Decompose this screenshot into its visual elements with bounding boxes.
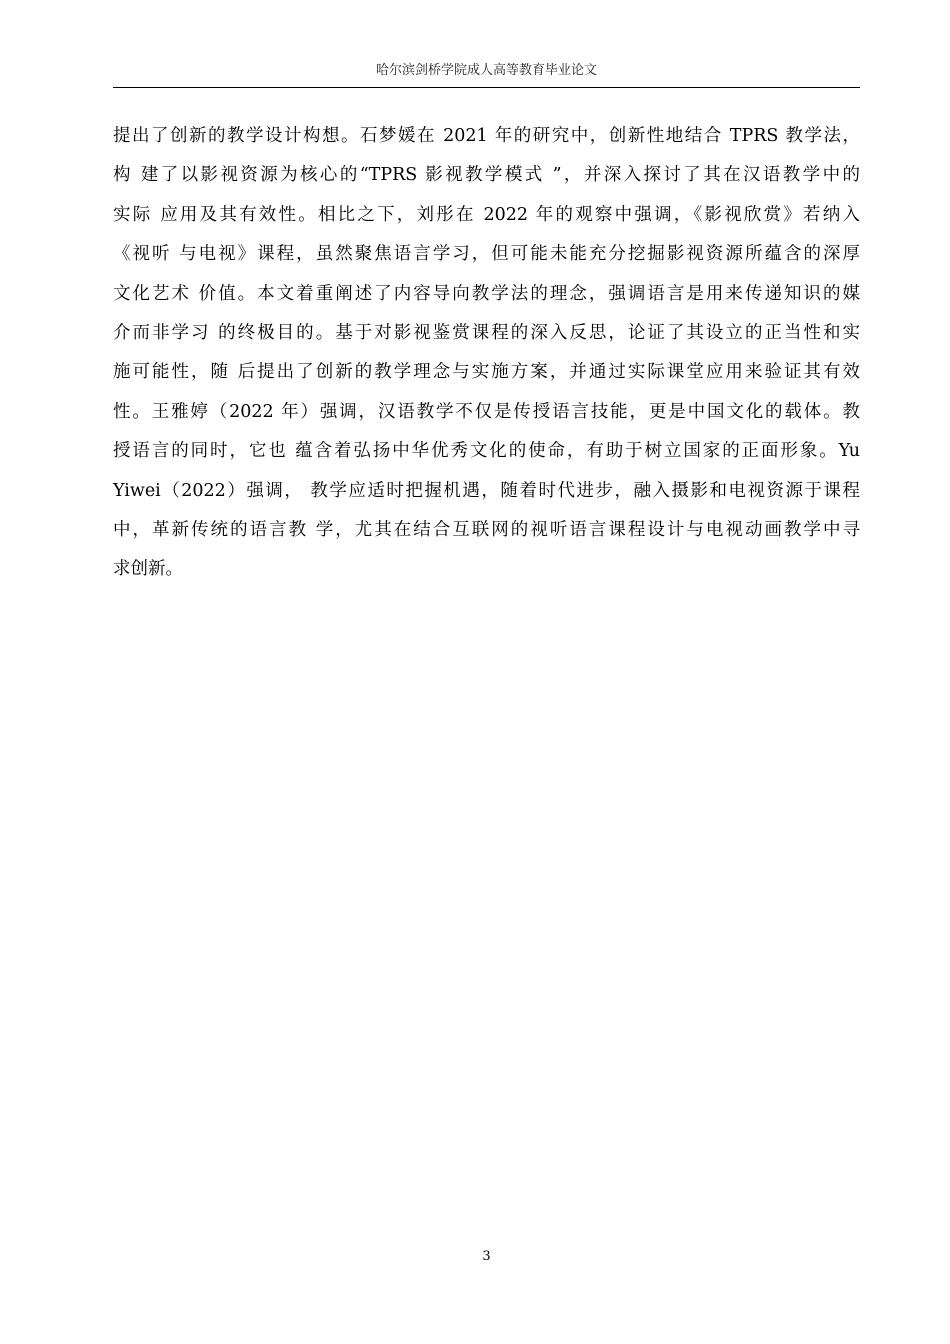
page-number: 3 — [482, 1249, 491, 1264]
paragraph-line: 施可能性，随 后提出了创新的教学理念与实施方案，并通过实际课堂应用来验证其有效 — [113, 362, 860, 383]
paragraph-line: 中，革新传统的语言教 学，尤其在结合互联网的视听语言课程设计与电视动画教学中寻 — [113, 519, 860, 540]
paragraph-line: 求创新。 — [113, 559, 183, 580]
paragraph-line: 《视听 与电视》课程，虽然聚焦语言学习，但可能未能充分挖掘影视资源所蕴含的深厚 — [113, 244, 860, 265]
paragraph-line: 授语言的同时，它也 蕴含着弘扬中华优秀文化的使命，有助于树立国家的正面形象。Yu — [113, 441, 860, 462]
paragraph-line: 性。王雅婷（2022 年）强调，汉语教学不仅是传授语言技能，更是中国文化的载体。教 — [113, 401, 860, 422]
page-header: 哈尔滨剑桥学院成人高等教育毕业论文 — [375, 63, 597, 78]
paragraph-line: 实际 应用及其有效性。相比之下，刘彤在 2022 年的观察中强调，《影视欣赏》若纳入 — [113, 204, 860, 225]
paragraph-line: 提出了创新的教学设计构想。石梦媛在 2021 年的研究中，创新性地结合 TPRS 教学法， — [113, 126, 860, 146]
paragraph-line: 介而非学习 的终极目的。基于对影视鉴赏课程的深入反思，论证了其设立的正当性和实 — [113, 322, 860, 343]
paragraph-line: 文化艺术 价值。本文着重阐述了内容导向教学法的理念，强调语言是用来传递知识的媒 — [113, 283, 860, 304]
header-rule — [113, 87, 860, 88]
paragraph-line: Yiwei（2022）强调， 教学应适时把握机遇，随着时代进步，融入摄影和电视资源于课程 — [113, 480, 860, 501]
paragraph-line: 构 建了以影视资源为核心的“TPRS 影视教学模式 ”，并深入探讨了其在汉语教学中的 — [113, 165, 860, 186]
body-paragraph — [113, 117, 860, 590]
